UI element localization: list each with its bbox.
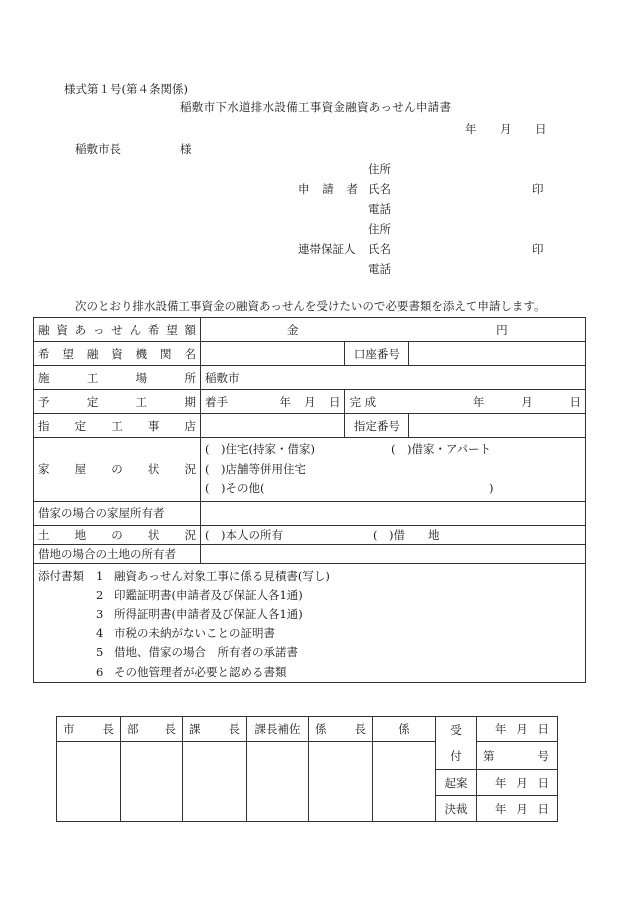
site-label: 施 工 場 所 xyxy=(34,366,201,390)
approved-date-field[interactable]: 年 月 日 xyxy=(477,796,558,822)
account-number-label: 口座番号 xyxy=(345,342,409,366)
date-month: 月 xyxy=(500,122,512,136)
start-day: 日 xyxy=(328,394,341,409)
account-number-field[interactable] xyxy=(409,342,586,366)
start-year: 年 xyxy=(279,394,291,409)
loan-amount-field[interactable] xyxy=(201,318,586,342)
applicant-role-char: 申 xyxy=(298,182,310,196)
loan-amount-label: 融 資 あ っ せ ん 希 望 額 xyxy=(34,318,201,342)
receipt-label: 受 付 xyxy=(436,717,477,770)
stamp-box-staff[interactable] xyxy=(373,742,436,822)
land-option-leased[interactable]: ( )借 地 xyxy=(373,527,440,542)
leased-land-owner-field[interactable] xyxy=(201,544,586,563)
guarantor-phone-label: 電話 xyxy=(368,262,391,276)
approval-table xyxy=(56,716,558,822)
applicant-phone-label: 電話 xyxy=(368,202,391,216)
stamp-box-mayor[interactable] xyxy=(57,742,121,822)
attachment-num: 5 xyxy=(96,645,104,660)
complete-month: 月 xyxy=(521,394,533,409)
attachments-label: 添付書類 xyxy=(38,568,84,583)
designation-number-label: 指定番号 xyxy=(345,414,409,438)
document-title: 稲敷市下水道排水設備工事資金融資あっせん申請書 xyxy=(180,100,452,114)
start-month: 月 xyxy=(304,394,316,409)
start-date-field[interactable] xyxy=(201,390,345,414)
addressee: 稲敷市長 xyxy=(75,142,121,156)
approval-header-staff: 係 xyxy=(373,717,436,742)
applicant-address-label: 住所 xyxy=(368,162,391,176)
site-field[interactable] xyxy=(201,366,586,390)
house-status-options xyxy=(201,438,586,502)
site-value: 稲敷市 xyxy=(205,370,240,385)
attachment-item: 借地、借家の場合 所有者の承諾書 xyxy=(114,645,298,660)
contractor-label: 指 定 工 事 店 xyxy=(34,414,201,438)
attachment-num: 2 xyxy=(96,587,104,602)
application-table xyxy=(33,317,586,683)
designation-number-field[interactable] xyxy=(409,414,586,438)
contractor-field[interactable] xyxy=(201,414,345,438)
intro-text: 次のとおり排水設備工事資金の融資あっせんを受けたいので必要書類を添えて申請します。 xyxy=(75,299,546,313)
bank-field[interactable] xyxy=(201,342,345,366)
complete-date-field[interactable] xyxy=(345,390,586,414)
form-id: 様式第１号(第４条関係) xyxy=(64,82,188,96)
applicant-role-char: 請 xyxy=(322,182,334,196)
bank-label: 希 望 融 資 機 関 名 xyxy=(34,342,201,366)
schedule-label: 予 定 工 期 xyxy=(34,390,201,414)
attachment-num: 4 xyxy=(96,626,104,641)
stamp-box-subsection-chief[interactable] xyxy=(309,742,373,822)
start-label: 着手 xyxy=(205,394,228,409)
attachment-item: その他管理者が必要と認める書類 xyxy=(114,664,287,679)
drafted-date-field[interactable]: 年 月 日 xyxy=(477,770,558,796)
approved-label: 決裁 xyxy=(436,796,477,822)
date-day: 日 xyxy=(535,122,547,136)
receipt-number-field[interactable]: 第 号 xyxy=(477,742,558,770)
attachment-item: 融資あっせん対象工事に係る見積書(写し) xyxy=(114,568,330,583)
guarantor-name-label: 氏名 xyxy=(368,242,391,256)
approval-header-director: 部 長 xyxy=(121,717,183,742)
attachment-num: 3 xyxy=(96,606,104,621)
approval-header-subsection-chief: 係 長 xyxy=(309,717,373,742)
attachment-item: 所得証明書(申請者及び保証人各1通) xyxy=(114,606,303,621)
land-status-options xyxy=(201,525,586,544)
approval-header-mayor: 市 長 xyxy=(57,717,121,742)
yen-label: 円 xyxy=(496,322,508,337)
attachments-section xyxy=(34,563,586,682)
house-option-other-close: ) xyxy=(489,481,494,495)
guarantor-role: 連帯保証人 xyxy=(298,242,356,256)
applicant-name-label: 氏名 xyxy=(368,182,391,196)
receipt-date-field[interactable]: 年 月 日 xyxy=(477,717,558,742)
applicant-role xyxy=(298,184,358,196)
leased-land-owner-label: 借地の場合の土地の所有者 xyxy=(34,544,201,563)
date-year: 年 xyxy=(465,122,477,136)
applicant-seal: 印 xyxy=(532,182,544,196)
guarantor-address-label: 住所 xyxy=(368,222,391,236)
stamp-box-director[interactable] xyxy=(121,742,183,822)
attachment-num: 1 xyxy=(96,568,104,583)
house-option-apartment[interactable]: ( )借家・アパート xyxy=(391,442,492,456)
complete-day: 日 xyxy=(569,394,581,409)
house-option-own-rent[interactable]: ( )住宅(持家・借家) xyxy=(205,442,315,456)
drafted-label: 起案 xyxy=(436,770,477,796)
approval-header-section-chief: 課 長 xyxy=(183,717,247,742)
attachment-item: 市税の未納がないことの証明書 xyxy=(114,626,275,641)
land-status-label: 土 地 の 状 況 xyxy=(34,525,201,544)
house-option-shop[interactable]: ( )店舗等併用住宅 xyxy=(205,461,306,476)
house-status-label: 家 屋 の 状 況 xyxy=(34,438,201,502)
rented-house-owner-label: 借家の場合の家屋所有者 xyxy=(34,501,201,525)
attachment-num: 6 xyxy=(96,664,104,679)
guarantor-seal: 印 xyxy=(532,242,544,256)
applicant-role-char: 者 xyxy=(346,182,358,196)
approval-header-assistant-chief: 課長補佐 xyxy=(247,717,309,742)
kin-label: 金 xyxy=(287,322,299,337)
house-option-other[interactable]: ( )その他( xyxy=(205,481,265,495)
attachment-item: 印鑑証明書(申請者及び保証人各1通) xyxy=(114,587,303,602)
land-option-owned[interactable]: ( )本人の所有 xyxy=(205,527,283,542)
stamp-box-assistant-chief[interactable] xyxy=(247,742,309,822)
stamp-box-section-chief[interactable] xyxy=(183,742,247,822)
honorific: 様 xyxy=(180,142,192,156)
complete-year: 年 xyxy=(472,394,485,409)
rented-house-owner-field[interactable] xyxy=(201,501,586,525)
complete-label: 完 成 xyxy=(349,394,377,409)
